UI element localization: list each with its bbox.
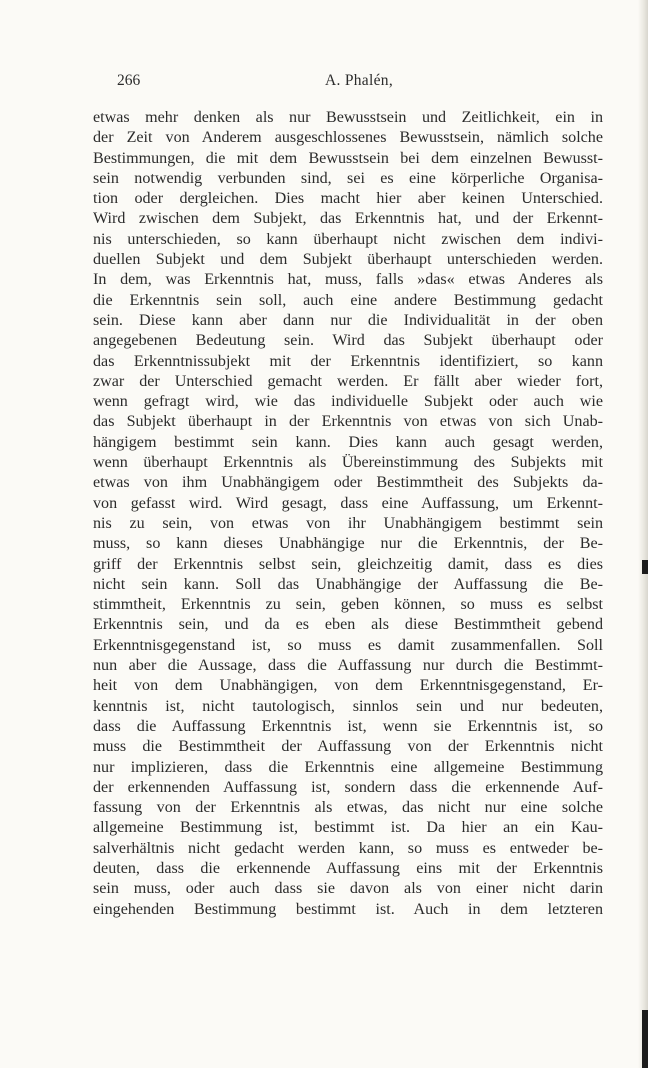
text-line: nur implizieren, dass die Erkenntnis eine allgemeine Bestimmung (93, 758, 603, 776)
text-line: deuten, dass die erkennende Auffassung eins mit der Erkenntnis (93, 859, 603, 877)
text-line: In dem, was Erkenntnis hat, muss, falls »das« etwas Anderes als (93, 271, 603, 289)
page-number: 266 (117, 72, 141, 89)
text-line: Bestimmungen, die mit dem Bewusstsein bei dem einzelnen Bewusst- (93, 149, 603, 167)
text-line: heit von dem Unabhängigen, von dem Erkenntnisgegenstand, Er- (93, 677, 603, 695)
text-line: salverhältnis nicht gedacht werden kann, so muss es entweder be- (93, 839, 603, 857)
text-line: wenn gefragt wird, wie das individuelle Subjekt oder auch wie (93, 393, 603, 411)
text-line: eingehenden Bestimmung bestimmt ist. Auch in dem letzteren (93, 900, 603, 918)
text-line: sein notwendig verbunden sind, sei es eine körperliche Organisa- (93, 169, 603, 187)
text-line: allgemeine Bestimmung ist, bestimmt ist. Da hier an ein Kau- (93, 819, 603, 837)
text-line: Erkenntnis sein, und da es eben als diese Bestimmtheit gebend (93, 616, 603, 634)
text-line: sein. Diese kann aber dann nur die Individualität in der oben (93, 311, 603, 329)
text-line: stimmtheit, Erkenntnis zu sein, geben können, so muss es selbst (93, 596, 603, 614)
body-text (93, 108, 603, 920)
text-line: Erkenntnisgegenstand ist, so muss es damit zusammenfallen. Soll (93, 636, 603, 654)
text-line: duellen Subjekt und dem Subjekt überhaupt unterschieden werden. (93, 251, 603, 269)
edge-mark (642, 560, 648, 574)
text-line: kenntnis ist, nicht tautologisch, sinnlos sein und nur bedeuten, (93, 697, 603, 715)
text-line: hängigem bestimmt sein kann. Dies kann auch gesagt werden, (93, 433, 603, 451)
text-line: etwas von ihm Unabhängigem oder Bestimmtheit des Subjekts da- (93, 474, 603, 492)
page-edge-shadow (638, 0, 648, 1068)
text-line: der erkennenden Auffassung ist, sondern dass die erkennende Auf- (93, 778, 603, 796)
text-line: nicht sein kann. Soll das Unabhängige der Auffassung die Be- (93, 575, 603, 593)
text-line: muss die Bestimmtheit der Auffassung von der Erkenntnis nicht (93, 738, 603, 756)
text-line: nun aber die Aussage, dass die Auffassung nur durch die Bestimmt- (93, 657, 603, 675)
page-header (117, 72, 601, 92)
text-line: zwar der Unterschied gemacht werden. Er fällt aber wieder fort, (93, 372, 603, 390)
text-line: das Subjekt überhaupt in der Erkenntnis von etwas von sich Unab- (93, 413, 603, 431)
text-line: die Erkenntnis sein soll, auch eine andere Bestimmung gedacht (93, 291, 603, 309)
text-line: muss, so kann dieses Unabhängige nur die Erkenntnis, der Be- (93, 535, 603, 553)
text-line: von gefasst wird. Wird gesagt, dass eine Auffassung, um Erkennt- (93, 494, 603, 512)
text-line: Wird zwischen dem Subjekt, das Erkenntnis hat, und der Erkennt- (93, 210, 603, 228)
text-line: nis zu sein, von etwas von ihr Unabhängigem bestimmt sein (93, 514, 603, 532)
text-line: sein muss, oder auch dass sie davon als von einer nicht darin (93, 880, 603, 898)
text-line: nis unterschieden, so kann überhaupt nicht zwischen dem indivi- (93, 230, 603, 248)
edge-mark (642, 1010, 648, 1068)
text-line: das Erkenntnissubjekt mit der Erkenntnis identifiziert, so kann (93, 352, 603, 370)
text-line: tion oder dergleichen. Dies macht hier aber keinen Unterschied. (93, 190, 603, 208)
text-line: der Zeit von Anderem ausgeschlossenes Bewusstsein, nämlich solche (93, 129, 603, 147)
text-line: wenn überhaupt Erkenntnis als Übereinstimmung des Subjekts mit (93, 454, 603, 472)
text-line: angegebenen Bedeutung sein. Wird das Subjekt überhaupt oder (93, 332, 603, 350)
text-line: dass die Auffassung Erkenntnis ist, wenn sie Erkenntnis ist, so (93, 717, 603, 735)
text-line: griff der Erkenntnis selbst sein, gleichzeitig damit, dass es dies (93, 555, 603, 573)
text-line: etwas mehr denken als nur Bewusstsein und Zeitlichkeit, ein in (93, 109, 603, 126)
text-line: fassung von der Erkenntnis als etwas, das nicht nur eine solche (93, 799, 603, 817)
running-head: A. Phalén, (324, 72, 393, 89)
